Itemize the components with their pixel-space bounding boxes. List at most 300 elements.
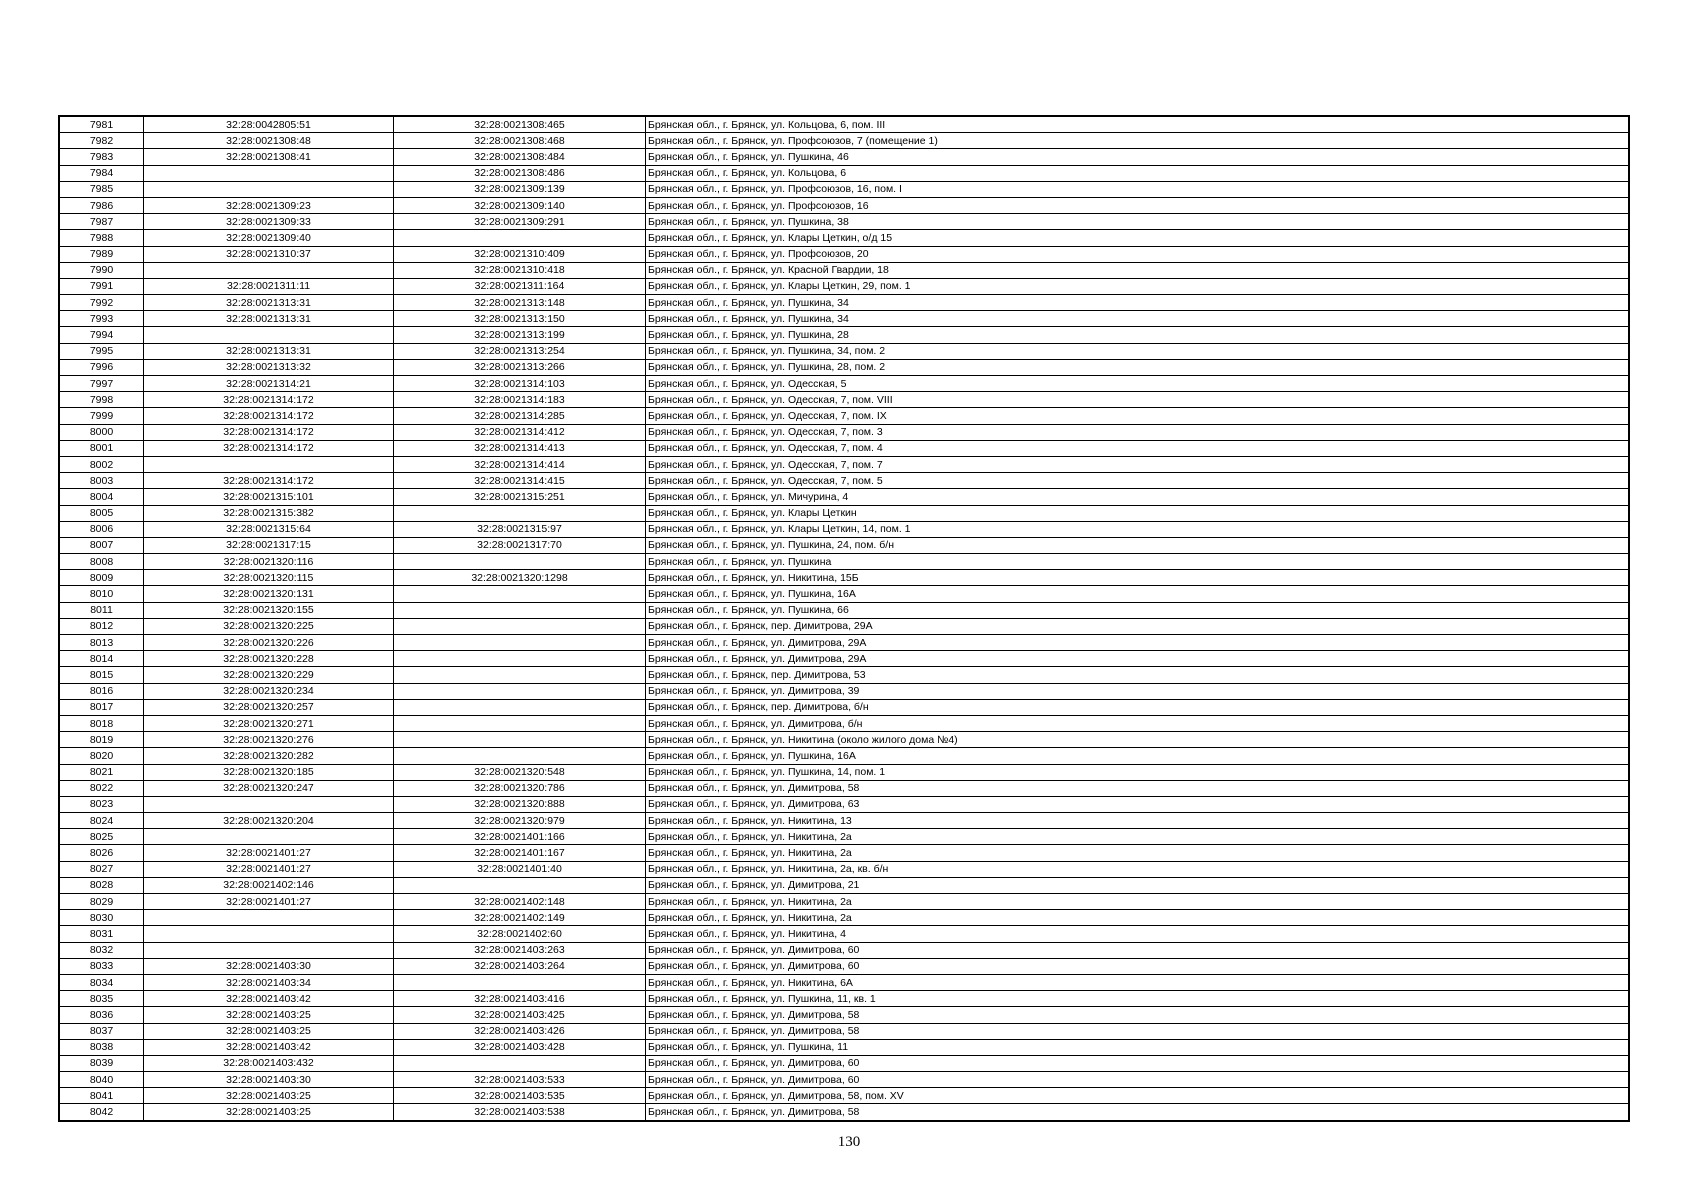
object-number-cell [394,715,646,731]
address-cell: Брянская обл., г. Брянск, ул. Димитрова, 58 [646,780,1630,796]
address-cell: Брянская обл., г. Брянск, ул. Димитрова, 29А [646,635,1630,651]
parcel-number-cell: 32:28:0021315:101 [144,489,394,505]
parcel-number-cell: 32:28:0021320:247 [144,780,394,796]
parcel-number-cell: 32:28:0021320:234 [144,683,394,699]
address-cell: Брянская обл., г. Брянск, ул. Кольцова, 6, пом. III [646,116,1630,133]
table-row [59,262,1629,278]
address-cell: Брянская обл., г. Брянск, ул. Пушкина, 11, кв. 1 [646,991,1630,1007]
table-row [59,246,1629,262]
table-row [59,278,1629,294]
row-number-cell: 8042 [59,1104,144,1121]
parcel-number-cell [144,942,394,958]
object-number-cell [394,974,646,990]
row-number-cell: 8025 [59,829,144,845]
row-number-cell: 8030 [59,910,144,926]
table-row [59,635,1629,651]
address-cell: Брянская обл., г. Брянск, ул. Димитрова, 60 [646,1072,1630,1088]
object-number-cell: 32:28:0021403:428 [394,1039,646,1055]
row-number-cell: 7989 [59,246,144,262]
object-number-cell: 32:28:0021320:888 [394,796,646,812]
table-row [59,667,1629,683]
parcel-number-cell: 32:28:0021308:48 [144,133,394,149]
object-number-cell: 32:28:0021314:285 [394,408,646,424]
parcel-number-cell: 32:28:0021320:225 [144,618,394,634]
object-number-cell [394,505,646,521]
table-row [59,343,1629,359]
parcel-number-cell: 32:28:0021403:30 [144,1072,394,1088]
table-row [59,1055,1629,1071]
object-number-cell: 32:28:0021313:150 [394,311,646,327]
address-cell: Брянская обл., г. Брянск, ул. Пушкина, 28 [646,327,1630,343]
object-number-cell: 32:28:0021308:468 [394,133,646,149]
parcel-number-cell: 32:28:0021320:185 [144,764,394,780]
table-row [59,926,1629,942]
parcel-number-cell [144,262,394,278]
address-cell: Брянская обл., г. Брянск, ул. Профсоюзов, 7 (помещение 1) [646,133,1630,149]
table-row [59,1088,1629,1104]
object-number-cell: 32:28:0021403:263 [394,942,646,958]
row-number-cell: 8038 [59,1039,144,1055]
table-row [59,618,1629,634]
parcel-number-cell [144,165,394,181]
row-number-cell: 8039 [59,1055,144,1071]
parcel-number-cell: 32:28:0021403:42 [144,1039,394,1055]
table-row [59,570,1629,586]
object-number-cell: 32:28:0021403:426 [394,1023,646,1039]
parcel-number-cell: 32:28:0021403:25 [144,1023,394,1039]
object-number-cell: 32:28:0021320:548 [394,764,646,780]
row-number-cell: 8001 [59,440,144,456]
address-cell: Брянская обл., г. Брянск, ул. Димитрова, 39 [646,683,1630,699]
row-number-cell: 8009 [59,570,144,586]
address-cell: Брянская обл., г. Брянск, ул. Димитрова, 58 [646,1007,1630,1023]
row-number-cell: 8029 [59,894,144,910]
table-row [59,683,1629,699]
object-number-cell: 32:28:0021309:140 [394,197,646,213]
row-number-cell: 7990 [59,262,144,278]
object-number-cell: 32:28:0021308:484 [394,149,646,165]
object-number-cell: 32:28:0021402:60 [394,926,646,942]
parcel-number-cell: 32:28:0021403:30 [144,958,394,974]
row-number-cell: 8019 [59,732,144,748]
address-cell: Брянская обл., г. Брянск, ул. Пушкина, 66 [646,602,1630,618]
parcel-number-cell: 32:28:0042805:51 [144,116,394,133]
object-number-cell: 32:28:0021314:413 [394,440,646,456]
table-row [59,910,1629,926]
address-cell: Брянская обл., г. Брянск, пер. Димитрова, б/н [646,699,1630,715]
parcel-number-cell: 32:28:0021317:15 [144,537,394,553]
row-number-cell: 7995 [59,343,144,359]
table-row [59,440,1629,456]
object-number-cell [394,635,646,651]
address-cell: Брянская обл., г. Брянск, ул. Клары Цеткин [646,505,1630,521]
row-number-cell: 8017 [59,699,144,715]
parcel-number-cell: 32:28:0021403:34 [144,974,394,990]
object-number-cell [394,748,646,764]
table-row [59,1007,1629,1023]
row-number-cell: 8027 [59,861,144,877]
object-number-cell: 32:28:0021315:97 [394,521,646,537]
row-number-cell: 8010 [59,586,144,602]
address-cell: Брянская обл., г. Брянск, ул. Профсоюзов, 16, пом. I [646,181,1630,197]
row-number-cell: 8000 [59,424,144,440]
object-number-cell: 32:28:0021308:486 [394,165,646,181]
row-number-cell: 8023 [59,796,144,812]
table-row [59,732,1629,748]
parcel-number-cell: 32:28:0021309:33 [144,214,394,230]
object-number-cell: 32:28:0021310:409 [394,246,646,262]
row-number-cell: 8005 [59,505,144,521]
parcel-number-cell: 32:28:0021314:172 [144,392,394,408]
parcel-number-cell: 32:28:0021320:116 [144,554,394,570]
row-number-cell: 8021 [59,764,144,780]
row-number-cell: 8004 [59,489,144,505]
address-cell: Брянская обл., г. Брянск, ул. Пушкина, 14, пом. 1 [646,764,1630,780]
row-number-cell: 8020 [59,748,144,764]
row-number-cell: 8022 [59,780,144,796]
table-row [59,456,1629,472]
address-cell: Брянская обл., г. Брянск, ул. Пушкина, 16А [646,748,1630,764]
object-number-cell: 32:28:0021313:266 [394,359,646,375]
parcel-number-cell: 32:28:0021320:115 [144,570,394,586]
table-row [59,133,1629,149]
object-number-cell: 32:28:0021402:149 [394,910,646,926]
object-number-cell: 32:28:0021320:1298 [394,570,646,586]
table-row [59,1039,1629,1055]
object-number-cell: 32:28:0021320:786 [394,780,646,796]
parcel-number-cell: 32:28:0021403:25 [144,1104,394,1121]
table-row [59,537,1629,553]
parcel-number-cell: 32:28:0021401:27 [144,861,394,877]
parcel-number-cell: 32:28:0021320:228 [144,651,394,667]
row-number-cell: 8041 [59,1088,144,1104]
address-cell: Брянская обл., г. Брянск, ул. Пушкина, 38 [646,214,1630,230]
table-row [59,845,1629,861]
object-number-cell: 32:28:0021309:139 [394,181,646,197]
address-cell: Брянская обл., г. Брянск, ул. Никитина, 6А [646,974,1630,990]
parcel-number-cell: 32:28:0021401:27 [144,845,394,861]
object-number-cell: 32:28:0021314:412 [394,424,646,440]
table-row [59,359,1629,375]
parcel-number-cell: 32:28:0021315:64 [144,521,394,537]
address-cell: Брянская обл., г. Брянск, ул. Пушкина, 34, пом. 2 [646,343,1630,359]
object-number-cell: 32:28:0021402:148 [394,894,646,910]
row-number-cell: 7983 [59,149,144,165]
object-number-cell: 32:28:0021315:251 [394,489,646,505]
registry-table [58,115,1630,1122]
address-cell: Брянская обл., г. Брянск, ул. Пушкина, 24, пом. б/н [646,537,1630,553]
row-number-cell: 7988 [59,230,144,246]
object-number-cell: 32:28:0021314:414 [394,456,646,472]
parcel-number-cell [144,327,394,343]
object-number-cell: 32:28:0021310:418 [394,262,646,278]
parcel-number-cell: 32:28:0021320:204 [144,813,394,829]
table-row [59,116,1629,133]
address-cell: Брянская обл., г. Брянск, ул. Никитина, 2а [646,829,1630,845]
row-number-cell: 8040 [59,1072,144,1088]
row-number-cell: 7998 [59,392,144,408]
table-row [59,521,1629,537]
object-number-cell: 32:28:0021314:183 [394,392,646,408]
parcel-number-cell: 32:28:0021320:276 [144,732,394,748]
parcel-number-cell: 32:28:0021320:229 [144,667,394,683]
row-number-cell: 8007 [59,537,144,553]
row-number-cell: 8015 [59,667,144,683]
table-row [59,586,1629,602]
address-cell: Брянская обл., г. Брянск, ул. Димитрова, 63 [646,796,1630,812]
parcel-number-cell [144,926,394,942]
object-number-cell [394,586,646,602]
address-cell: Брянская обл., г. Брянск, ул. Красной Гвардии, 18 [646,262,1630,278]
address-cell: Брянская обл., г. Брянск, ул. Одесская, 7, пом. 7 [646,456,1630,472]
object-number-cell: 32:28:0021317:70 [394,537,646,553]
object-number-cell [394,667,646,683]
object-number-cell [394,877,646,893]
table-row [59,894,1629,910]
table-row [59,715,1629,731]
object-number-cell: 32:28:0021314:103 [394,376,646,392]
row-number-cell: 8018 [59,715,144,731]
object-number-cell: 32:28:0021401:166 [394,829,646,845]
row-number-cell: 8032 [59,942,144,958]
parcel-number-cell [144,910,394,926]
address-cell: Брянская обл., г. Брянск, ул. Одесская, 7, пом. VIII [646,392,1630,408]
table-row [59,1104,1629,1121]
row-number-cell: 8036 [59,1007,144,1023]
row-number-cell: 8014 [59,651,144,667]
row-number-cell: 8016 [59,683,144,699]
row-number-cell: 8011 [59,602,144,618]
table-row [59,877,1629,893]
row-number-cell: 8028 [59,877,144,893]
parcel-number-cell: 32:28:0021320:282 [144,748,394,764]
table-row [59,813,1629,829]
table-row [59,699,1629,715]
object-number-cell [394,602,646,618]
address-cell: Брянская обл., г. Брянск, ул. Клары Цеткин, 14, пом. 1 [646,521,1630,537]
table-row [59,974,1629,990]
address-cell: Брянская обл., г. Брянск, ул. Пушкина, 46 [646,149,1630,165]
table-row [59,327,1629,343]
row-number-cell: 7993 [59,311,144,327]
row-number-cell: 7991 [59,278,144,294]
address-cell: Брянская обл., г. Брянск, ул. Одесская, 7, пом. 4 [646,440,1630,456]
parcel-number-cell: 32:28:0021320:131 [144,586,394,602]
address-cell: Брянская обл., г. Брянск, ул. Клары Цеткин, 29, пом. 1 [646,278,1630,294]
address-cell: Брянская обл., г. Брянск, ул. Одесская, 7, пом. 5 [646,473,1630,489]
row-number-cell: 7987 [59,214,144,230]
table-row [59,780,1629,796]
address-cell: Брянская обл., г. Брянск, ул. Димитрова, 29А [646,651,1630,667]
table-row [59,1023,1629,1039]
row-number-cell: 8034 [59,974,144,990]
object-number-cell: 32:28:0021313:199 [394,327,646,343]
table-row [59,311,1629,327]
row-number-cell: 8024 [59,813,144,829]
parcel-number-cell: 32:28:0021310:37 [144,246,394,262]
parcel-number-cell: 32:28:0021313:32 [144,359,394,375]
object-number-cell [394,732,646,748]
address-cell: Брянская обл., г. Брянск, пер. Димитрова, 53 [646,667,1630,683]
row-number-cell: 7992 [59,295,144,311]
address-cell: Брянская обл., г. Брянск, ул. Профсоюзов, 16 [646,197,1630,213]
parcel-number-cell: 32:28:0021309:23 [144,197,394,213]
address-cell: Брянская обл., г. Брянск, ул. Димитрова, 60 [646,1055,1630,1071]
address-cell: Брянская обл., г. Брянск, ул. Профсоюзов, 20 [646,246,1630,262]
parcel-number-cell: 32:28:0021401:27 [144,894,394,910]
table-row [59,408,1629,424]
table-row [59,764,1629,780]
row-number-cell: 8033 [59,958,144,974]
object-number-cell [394,554,646,570]
parcel-number-cell: 32:28:0021320:155 [144,602,394,618]
parcel-number-cell [144,181,394,197]
table-row [59,796,1629,812]
address-cell: Брянская обл., г. Брянск, ул. Димитрова, 60 [646,942,1630,958]
address-cell: Брянская обл., г. Брянск, ул. Димитрова, 58 [646,1023,1630,1039]
row-number-cell: 7981 [59,116,144,133]
parcel-number-cell: 32:28:0021315:382 [144,505,394,521]
parcel-number-cell: 32:28:0021309:40 [144,230,394,246]
address-cell: Брянская обл., г. Брянск, ул. Димитрова, 58 [646,1104,1630,1121]
table-row [59,181,1629,197]
row-number-cell: 7994 [59,327,144,343]
row-number-cell: 8035 [59,991,144,1007]
object-number-cell: 32:28:0021311:164 [394,278,646,294]
parcel-number-cell [144,796,394,812]
row-number-cell: 8008 [59,554,144,570]
address-cell: Брянская обл., г. Брянск, ул. Димитрова, 58, пом. XV [646,1088,1630,1104]
table-row [59,392,1629,408]
object-number-cell: 32:28:0021403:535 [394,1088,646,1104]
object-number-cell: 32:28:0021308:465 [394,116,646,133]
parcel-number-cell [144,456,394,472]
table-row [59,149,1629,165]
object-number-cell [394,230,646,246]
table-row [59,505,1629,521]
address-cell: Брянская обл., г. Брянск, ул. Никитина, 13 [646,813,1630,829]
parcel-number-cell: 32:28:0021314:172 [144,424,394,440]
page-number: 130 [837,1134,861,1150]
address-cell: Брянская обл., г. Брянск, ул. Пушкина, 16А [646,586,1630,602]
table-row [59,376,1629,392]
object-number-cell: 32:28:0021313:254 [394,343,646,359]
object-number-cell: 32:28:0021314:415 [394,473,646,489]
object-number-cell: 32:28:0021320:979 [394,813,646,829]
table-row [59,602,1629,618]
table-row [59,829,1629,845]
object-number-cell: 32:28:0021401:167 [394,845,646,861]
address-cell: Брянская обл., г. Брянск, ул. Кольцова, 6 [646,165,1630,181]
parcel-number-cell: 32:28:0021313:31 [144,295,394,311]
address-cell: Брянская обл., г. Брянск, ул. Пушкина, 28, пом. 2 [646,359,1630,375]
table-row [59,424,1629,440]
parcel-number-cell: 32:28:0021314:172 [144,408,394,424]
parcel-number-cell: 32:28:0021313:31 [144,343,394,359]
parcel-number-cell: 32:28:0021313:31 [144,311,394,327]
address-cell: Брянская обл., г. Брянск, ул. Пушкина, 11 [646,1039,1630,1055]
parcel-number-cell: 32:28:0021403:25 [144,1088,394,1104]
table-row [59,958,1629,974]
address-cell: Брянская обл., г. Брянск, ул. Димитрова, 60 [646,958,1630,974]
table-row [59,489,1629,505]
registry-sheet [58,115,1630,1122]
address-cell: Брянская обл., г. Брянск, ул. Пушкина [646,554,1630,570]
object-number-cell [394,683,646,699]
row-number-cell: 8031 [59,926,144,942]
address-cell: Брянская обл., г. Брянск, ул. Никитина, 2а [646,845,1630,861]
object-number-cell: 32:28:0021403:425 [394,1007,646,1023]
row-number-cell: 7982 [59,133,144,149]
row-number-cell: 7999 [59,408,144,424]
object-number-cell [394,618,646,634]
parcel-number-cell: 32:28:0021320:226 [144,635,394,651]
parcel-number-cell: 32:28:0021403:25 [144,1007,394,1023]
parcel-number-cell: 32:28:0021314:172 [144,473,394,489]
parcel-number-cell: 32:28:0021320:257 [144,699,394,715]
address-cell: Брянская обл., г. Брянск, ул. Клары Цеткин, о/д 15 [646,230,1630,246]
address-cell: Брянская обл., г. Брянск, ул. Никитина, 2а [646,894,1630,910]
object-number-cell: 32:28:0021309:291 [394,214,646,230]
address-cell: Брянская обл., г. Брянск, ул. Мичурина, 4 [646,489,1630,505]
address-cell: Брянская обл., г. Брянск, ул. Никитина (около жилого дома №4) [646,732,1630,748]
table-row [59,165,1629,181]
table-row [59,197,1629,213]
row-number-cell: 8003 [59,473,144,489]
parcel-number-cell: 32:28:0021308:41 [144,149,394,165]
table-row [59,1072,1629,1088]
address-cell: Брянская обл., г. Брянск, ул. Пушкина, 34 [646,295,1630,311]
object-number-cell [394,651,646,667]
row-number-cell: 7996 [59,359,144,375]
table-row [59,991,1629,1007]
address-cell: Брянская обл., г. Брянск, ул. Одесская, 7, пом. 3 [646,424,1630,440]
address-cell: Брянская обл., г. Брянск, ул. Никитина, 15Б [646,570,1630,586]
registry-table-body [59,116,1629,1121]
address-cell: Брянская обл., г. Брянск, ул. Никитина, 2а, кв. б/н [646,861,1630,877]
parcel-number-cell: 32:28:0021311:11 [144,278,394,294]
row-number-cell: 7985 [59,181,144,197]
row-number-cell: 8006 [59,521,144,537]
row-number-cell: 7984 [59,165,144,181]
address-cell: Брянская обл., г. Брянск, ул. Димитрова, б/н [646,715,1630,731]
row-number-cell: 7986 [59,197,144,213]
table-row [59,214,1629,230]
row-number-cell: 8037 [59,1023,144,1039]
parcel-number-cell: 32:28:0021320:271 [144,715,394,731]
parcel-number-cell: 32:28:0021403:432 [144,1055,394,1071]
object-number-cell [394,1055,646,1071]
table-row [59,748,1629,764]
object-number-cell: 32:28:0021403:533 [394,1072,646,1088]
object-number-cell: 32:28:0021313:148 [394,295,646,311]
row-number-cell: 8013 [59,635,144,651]
parcel-number-cell: 32:28:0021403:42 [144,991,394,1007]
row-number-cell: 8012 [59,618,144,634]
address-cell: Брянская обл., г. Брянск, пер. Димитрова, 29А [646,618,1630,634]
table-row [59,230,1629,246]
address-cell: Брянская обл., г. Брянск, ул. Пушкина, 34 [646,311,1630,327]
row-number-cell: 8026 [59,845,144,861]
address-cell: Брянская обл., г. Брянск, ул. Одесская, 7, пом. IX [646,408,1630,424]
parcel-number-cell: 32:28:0021314:21 [144,376,394,392]
address-cell: Брянская обл., г. Брянск, ул. Никитина, 2а [646,910,1630,926]
object-number-cell: 32:28:0021403:264 [394,958,646,974]
object-number-cell [394,699,646,715]
table-row [59,942,1629,958]
table-row [59,554,1629,570]
address-cell: Брянская обл., г. Брянск, ул. Одесская, 5 [646,376,1630,392]
